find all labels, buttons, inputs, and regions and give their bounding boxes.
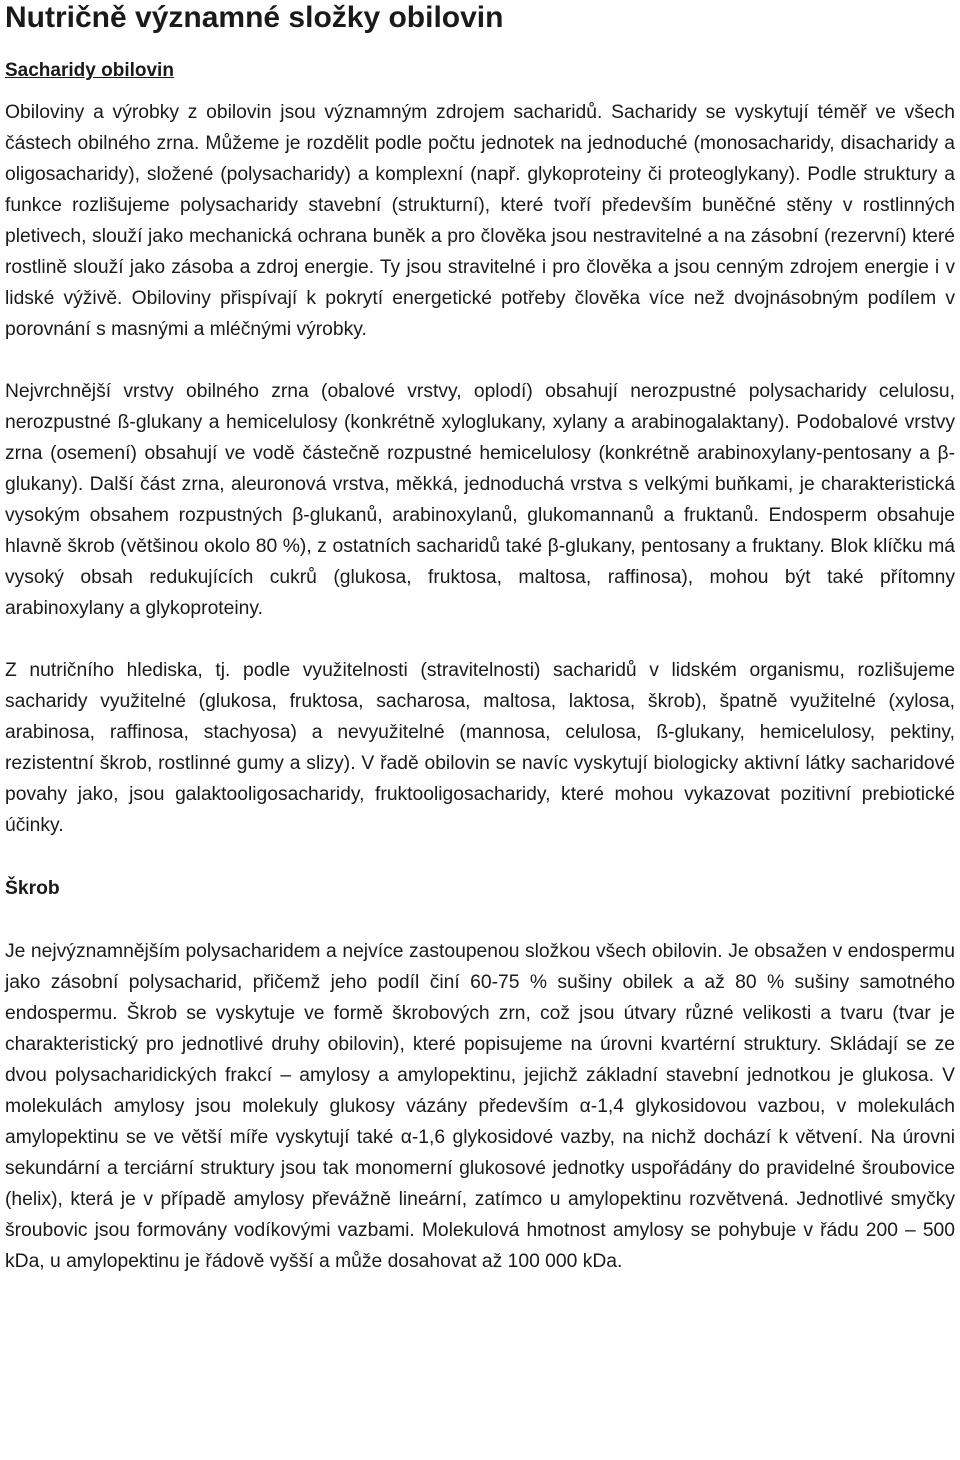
paragraph-nutricni-hledisko: Z nutričního hlediska, tj. podle využitelnosti (stravitelnosti) sacharidů v lidském organismu, rozlišujeme sacharidy využitelné (glukosa, fruktosa, sacharosa, maltosa, laktosa, škrob), špatně využitelné (xylosa, arabinosa, raffinosa, stachyosa) a nevyužitelné (mannosa, celulosa, ß-glukany, hemicelulosy, pektiny, rezistentní škrob, rostlinné gumy a slizy). V řadě obilovin se navíc vyskytují biologicky aktivní látky sacharidové povahy jako, jsou galaktooligosacharidy, fruktooligosacharidy, které mohou vykazovat pozitivní prebiotické účinky. <box>5 660 955 836</box>
paragraph-zrno-vrstvy: Nejvrchnější vrstvy obilného zrna (obalové vrstvy, oplodí) obsahují nerozpustné polysacharidy celulosu, nerozpustné ß-glukany a hemicelulosy (konkrétně xyloglukany, xylany a arabinogalaktany). Podobalové vrstvy zrna (osemení) obsahují ve vodě částečně rozpustné hemicelulosy (konkrétně arabinoxylany-pentosany a β-glukany). Další část zrna, aleuronová vrstva, měkká, jednoduchá vrstva s velkými buňkami, je charakteristická vysokým obsahem rozpustných β-glukanů, arabinoxylanů, glukomannanů a fruktanů. Endosperm obsahuje hlavně škrob (většinou okolo 80 %), z ostatních sacharidů také β-glukany, pentosany a fruktany. Blok klíčku má vysoký obsah redukujících cukrů (glukosa, fruktosa, maltosa, raffinosa), mohou být také přítomny arabinoxylany a glykoproteiny. <box>5 381 955 619</box>
paragraph-skrob: Je nejvýznamnějším polysacharidem a nejvíce zastoupenou složkou všech obilovin. Je obsažen v endospermu jako zásobní polysacharid, přičemž jeho podíl činí 60-75 % sušiny obilek a až 80 % sušiny samotného endospermu. Škrob se vyskytuje ve formě škrobových zrn, což jsou útvary různé velikosti a tvaru (tvar je charakteristický pro jednotlivé druhy obilovin), které popisujeme na úrovni kvartérní struktury. Skládají se ze dvou polysacharidických frakcí – amylosy a amylopektinu, jejichž základní stavební jednotkou je glukosa. V molekulách amylosy jsou molekuly glukosy vázány především α-1,4 glykosidovou vazbou, v molekulách amylopektinu se ve větší míře vyskytují také α-1,6 glykosidové vazby, na nichž dochází k větvení. Na úrovni sekundární a terciární struktury jsou tak monomerní glukosové jednotky uspořádány do pravidelné šroubovice (helix), která je v případě amylosy převážně lineární, zatímco u amylopektinu rozvětvená. Jednotlivé smyčky šroubovic jsou formovány vodíkovými vazbami. Molekulová hmotnost amylosy se pohybuje v řádu 200 – 500 kDa, u amylopektinu je řádově vyšší a může dosahovat až 100 000 kDa. <box>5 941 955 1272</box>
section-heading-skrob: Škrob <box>5 878 60 899</box>
document-title: Nutričně významné složky obilovin <box>5 1 504 34</box>
paragraph-sacharidy-intro: Obiloviny a výrobky z obilovin jsou významným zdrojem sacharidů. Sacharidy se vyskytují téměř ve všech částech obilného zrna. Můžeme je rozdělit podle počtu jednotek na jednoduché (monosacharidy, disacharidy a oligosacharidy), složené (polysacharidy) a komplexní (např. glykoproteiny či proteoglykany). Podle struktury a funkce rozlišujeme polysacharidy stavební (strukturní), které tvoří především buněčné stěny v rostlinných pletivech, slouží jako mechanická ochrana buněk a pro člověka jsou nestravitelné a na zásobní (rezervní) které rostlině slouží jako zásoba a zdroj energie. Ty jsou stravitelné i pro člověka a jsou cenným zdrojem energie i v lidské výživě. Obiloviny přispívají k pokrytí energetické potřeby člověka více než dvojnásobným podílem v porovnání s masnými a mléčnými výrobky. <box>5 102 955 340</box>
document-page <box>5 0 955 1277</box>
section-heading-sacharidy: Sacharidy obilovin <box>5 60 174 81</box>
